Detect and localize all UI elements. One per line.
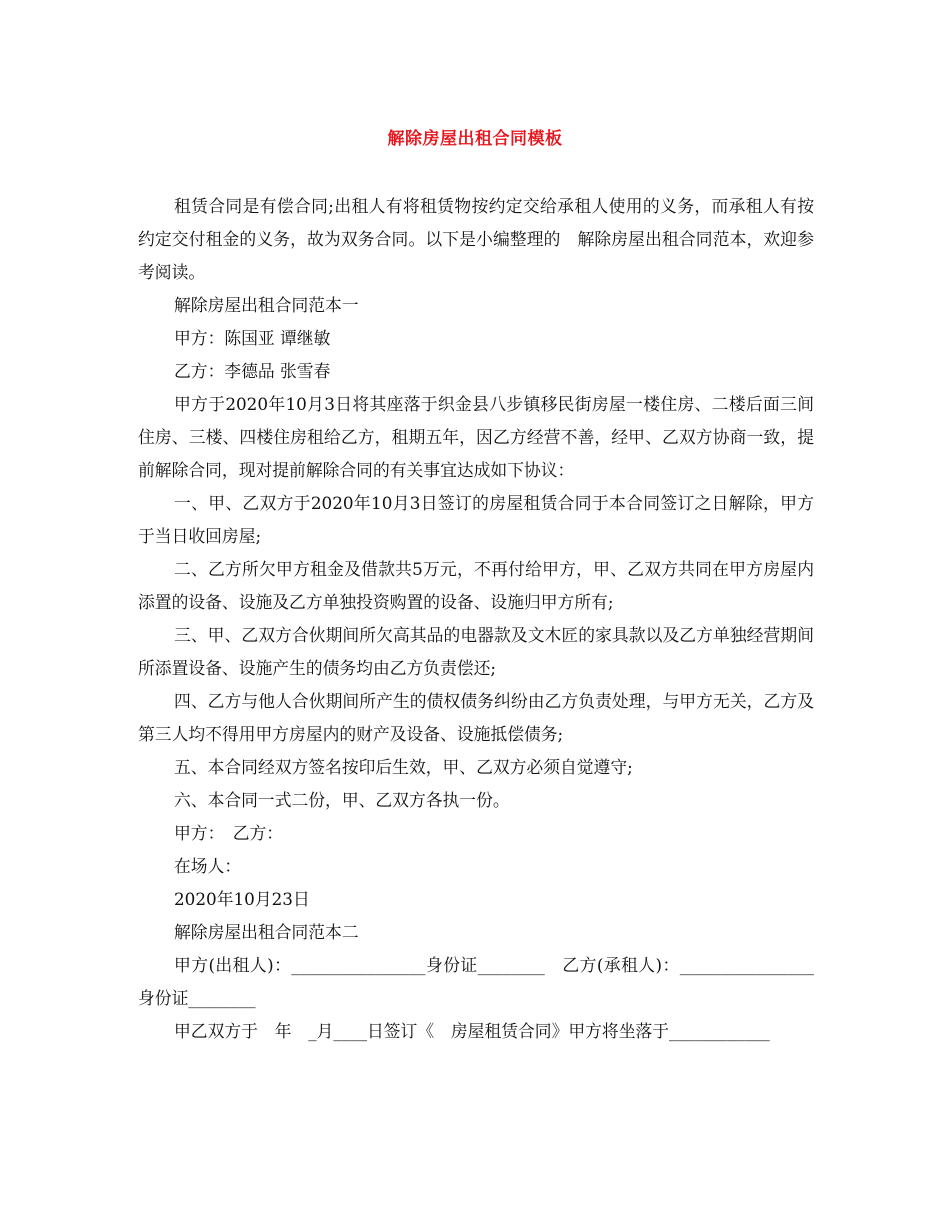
- document-body: [138, 190, 814, 1048]
- date-line: 2020年10月23日: [174, 889, 310, 909]
- agreement-fill-in-line: 甲乙双方于 年 _月____日签订《 房屋租赁合同》甲方将坐落于____________: [174, 1021, 770, 1041]
- witness-line: 在场人：: [174, 856, 242, 876]
- clause-2: 二、乙方所欠甲方租金及借款共5万元，不再付给甲方，甲、乙双方共同在甲方房屋内添置的设备、设施及乙方单独投资购置的设备、设施归甲方所有;: [138, 559, 814, 612]
- clause-1: 一、甲、乙双方于2020年10月3日签订的房屋租赁合同于本合同签订之日解除，甲方于当日收回房屋;: [138, 493, 814, 546]
- document-title: 解除房屋出租合同模板: [387, 129, 563, 149]
- clause-6: 六、本合同一式二份，甲、乙双方各执一份。: [174, 790, 510, 810]
- party-b-line: 乙方：李德品 张雪春: [174, 361, 331, 381]
- party-a-line: 甲方：陈国亚 谭继敏: [174, 328, 331, 348]
- signature-line: 甲方： 乙方：: [174, 823, 284, 843]
- background-paragraph: 甲方于2020年10月3日将其座落于织金县八步镇移民街房屋一楼住房、二楼后面三间住房、三楼、四楼住房租给乙方，租期五年，因乙方经营不善，经甲、乙双方协商一致，提前解除合同，现对提前解除合同的有关事宜达成如下协议：: [138, 394, 814, 480]
- intro-paragraph: 租赁合同是有偿合同;出租人有将租赁物按约定交给承租人使用的义务，而承租人有按约定交付租金的义务，故为双务合同。以下是小编整理的 解除房屋出租合同范本，欢迎参考阅读。: [138, 196, 814, 282]
- section-heading-sample-one: 解除房屋出租合同范本一: [174, 295, 359, 315]
- clause-4: 四、乙方与他人合伙期间所产生的债权债务纠纷由乙方负责处理，与甲方无关，乙方及第三人均不得用甲方房屋内的财产及设备、设施抵偿债务;: [138, 691, 814, 744]
- section-heading-sample-two: 解除房屋出租合同范本二: [174, 922, 359, 942]
- clause-3: 三、甲、乙双方合伙期间所欠高其品的电器款及文木匠的家具款以及乙方单独经营期间所添置设备、设施产生的债务均由乙方负责偿还;: [138, 625, 814, 678]
- clause-5: 五、本合同经双方签名按印后生效，甲、乙双方必须自觉遵守;: [174, 757, 633, 777]
- parties-fill-in-line: 甲方(出租人)：________________身份证________ 乙方(承租人)：________________身份证________: [138, 955, 814, 1008]
